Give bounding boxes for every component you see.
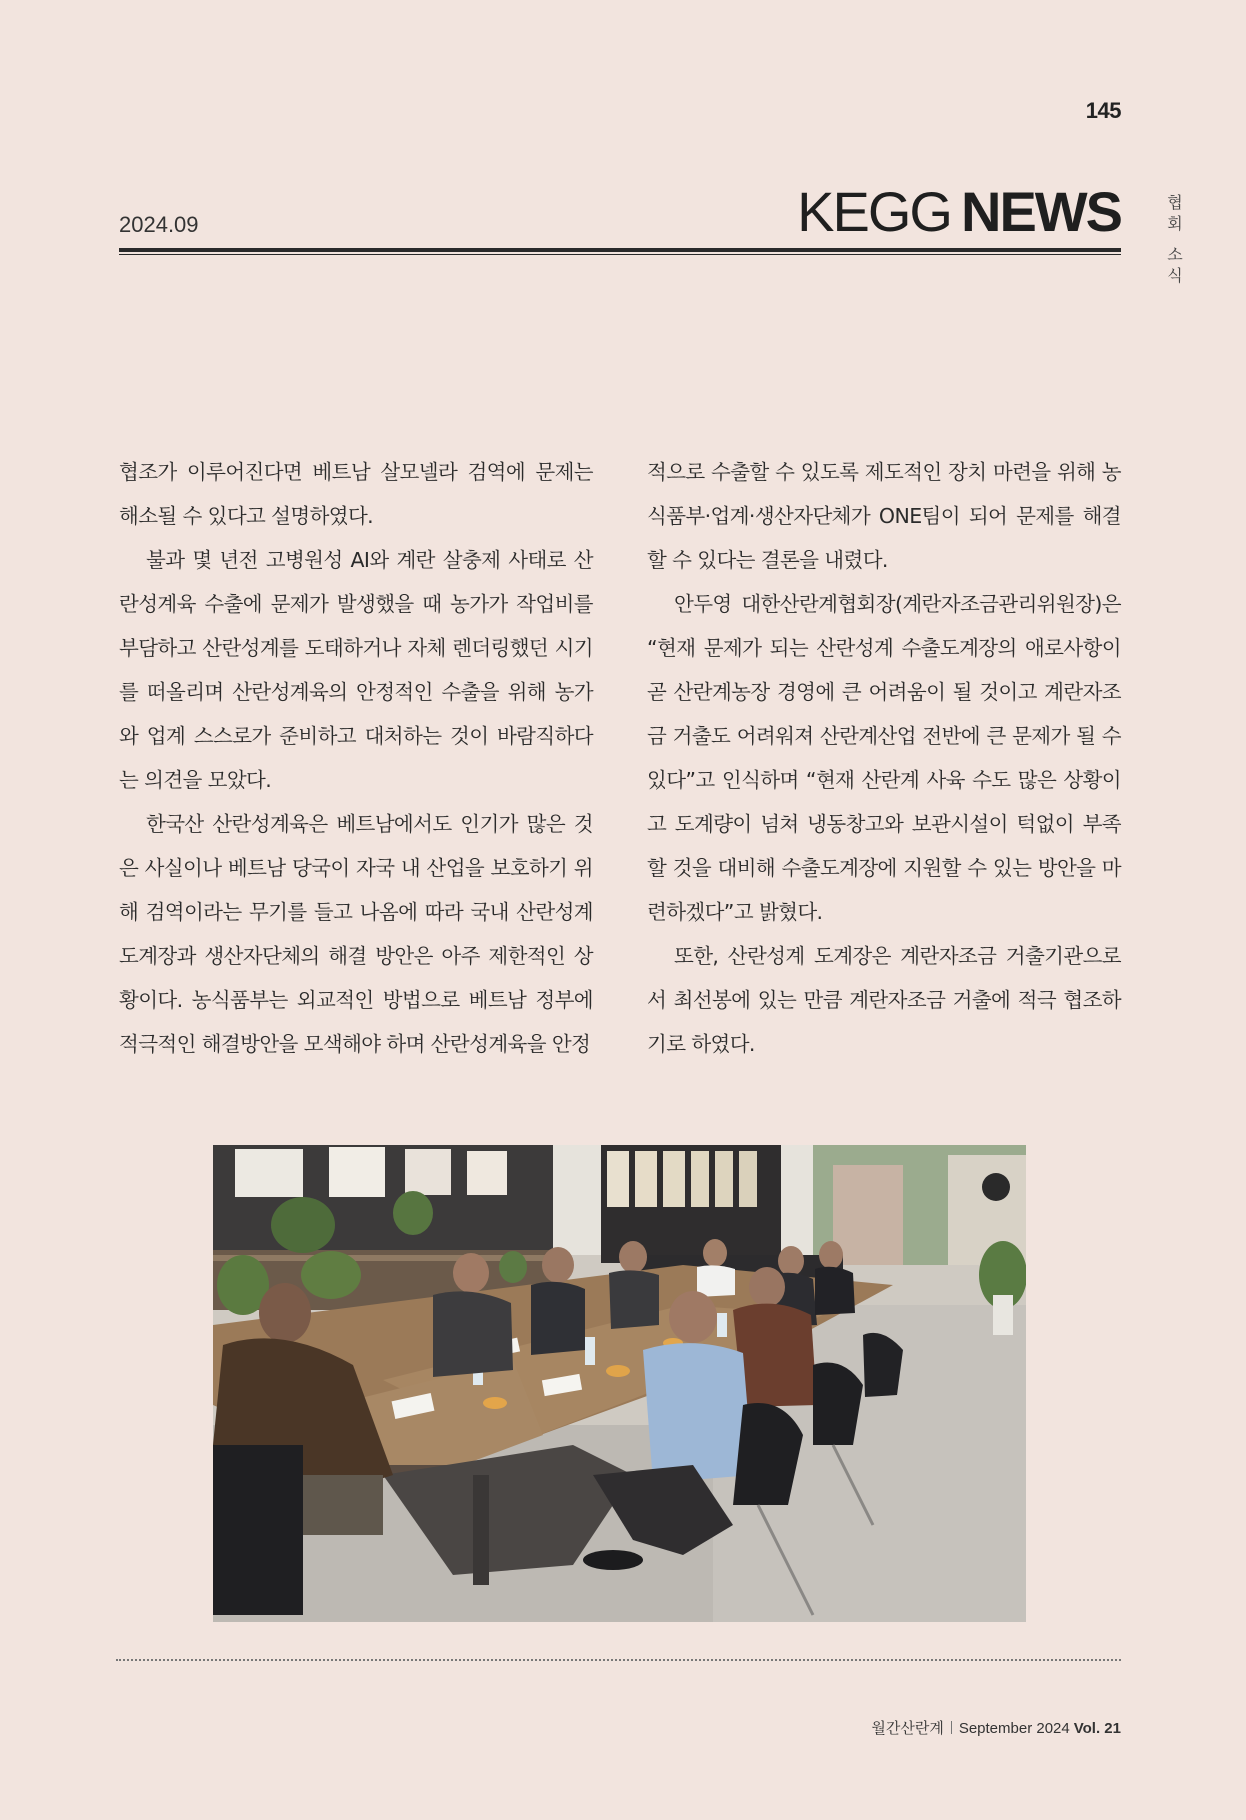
masthead-kegg: KEGG bbox=[797, 180, 951, 243]
article-column-right bbox=[647, 450, 1121, 1066]
section-tab-gap bbox=[1164, 234, 1186, 244]
page-footer bbox=[871, 1717, 1121, 1738]
paragraph: 협조가 이루어진다면 베트남 살모넬라 검역에 문제는 해소될 수 있다고 설명하였다. bbox=[119, 460, 593, 528]
issue-date: 2024.09 bbox=[119, 212, 199, 237]
paragraph: 불과 몇 년전 고병원성 AI와 계란 살충제 사태로 산란성계육 수출에 문제가 발생했을 때 농가가 작업비를 부담하고 산란성계를 도태하거나 자체 렌더링했던 시기를 떠올리며 산란성계육의 안정적인 수출을 위해 농가와 업계 스스로가 준비하고 대처하는 것이 바람직하다는 의견을 모았다. bbox=[119, 548, 593, 792]
paragraph: 또한, 산란성계 도계장은 계란자조금 거출기관으로서 최선봉에 있는 만큼 계란자조금 거출에 적극 협조하기로 하였다. bbox=[647, 944, 1121, 1056]
footer-magazine: 월간산란계 bbox=[871, 1720, 944, 1737]
section-tab-char: 회 bbox=[1167, 214, 1183, 233]
footer-separator bbox=[951, 1721, 952, 1734]
page-number: 145 bbox=[1085, 98, 1121, 123]
footer-issue: September 2024 bbox=[958, 1720, 1070, 1737]
footer-divider bbox=[116, 1659, 1121, 1661]
header-rule-thin bbox=[119, 254, 1121, 255]
masthead bbox=[797, 182, 1121, 242]
meeting-photo bbox=[213, 1145, 1026, 1622]
paragraph: 적으로 수출할 수 있도록 제도적인 장치 마련을 위해 농식품부·업계·생산자단체가 ONE팀이 되어 문제를 해결할 수 있다는 결론을 내렸다. bbox=[647, 460, 1121, 572]
paragraph: 한국산 산란성계육은 베트남에서도 인기가 많은 것은 사실이나 베트남 당국이 자국 내 산업을 보호하기 위해 검역이라는 무기를 들고 나옴에 따라 국내 산란성계 도계장과 생산자단체의 해결 방안은 아주 제한적인 상황이다. 농식품부는 외교적인 방법으로 베트남 정부에 적극적인 해결방안을 모색해야 하며 산란성계육을 안정 bbox=[119, 812, 593, 1056]
section-tab-char: 소 bbox=[1167, 245, 1183, 264]
article-column-left bbox=[119, 450, 593, 1066]
masthead-news: NEWS bbox=[961, 180, 1121, 243]
section-tab-char: 협 bbox=[1167, 193, 1183, 212]
paragraph: 안두영 대한산란계협회장(계란자조금관리위원장)은 “현재 문제가 되는 산란성계 수출도계장의 애로사항이 곧 산란계농장 경영에 큰 어려움이 될 것이고 계란자조금 거출도 어려워져 산란계산업 전반에 큰 문제가 될 수 있다”고 인식하며 “현재 산란계 사육 수도 많은 상황이고 도계량이 넘쳐 냉동창고와 보관시설이 턱없이 부족할 것을 대비해 수출도계장에 지원할 수 있는 방안을 마련하겠다”고 밝혔다. bbox=[647, 592, 1121, 924]
section-tab bbox=[1164, 192, 1186, 286]
header-rule bbox=[119, 248, 1121, 252]
footer-volume: Vol. 21 bbox=[1073, 1720, 1121, 1737]
section-tab-char: 식 bbox=[1167, 266, 1183, 285]
